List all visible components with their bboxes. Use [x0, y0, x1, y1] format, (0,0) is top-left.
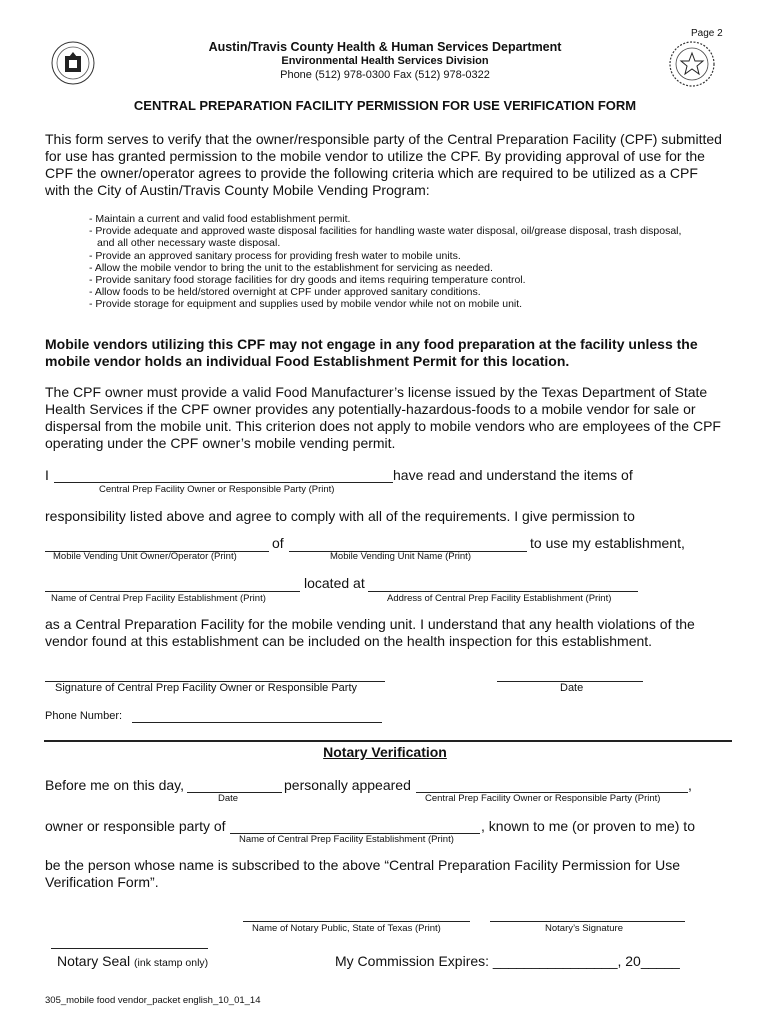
cpf-name-caption: Name of Central Prep Facility Establishment (Print)	[51, 593, 266, 604]
notary-appeared: personally appeared	[284, 777, 411, 793]
criteria-list	[89, 213, 699, 311]
cpf-name-field[interactable]	[45, 591, 300, 592]
section-divider	[44, 740, 732, 742]
line1-suffix: have read and understand the items of	[393, 467, 633, 483]
responsibility-text: responsibility listed above and agree to comply with all of the requirements. I give permission to	[45, 508, 635, 524]
signature-date-caption: Date	[560, 682, 584, 694]
notary-comma: ,	[688, 777, 692, 793]
notary-subscribed: be the person whose name is subscribed to the above “Central Preparation Facility Permission for Use Verification Form”.	[45, 857, 680, 890]
notary-signature-field[interactable]	[490, 921, 685, 922]
division-name: Environmental Health Services Division	[281, 55, 489, 67]
owner-name-caption: Central Prep Facility Owner or Responsible Party (Print)	[99, 484, 335, 495]
line3-of: of	[272, 535, 284, 551]
signature-caption: Signature of Central Prep Facility Owner or Responsible Party	[55, 682, 358, 694]
notary-known-text: known to me (or proven to me) to	[488, 818, 695, 834]
owner-name-field[interactable]	[54, 482, 393, 483]
phone-label: Phone Number:	[45, 710, 123, 722]
contact-phone: Phone (512) 978-0300 Fax (512) 978-0322	[280, 69, 490, 81]
notary-establishment-caption: Name of Central Prep Facility Establishment (Print)	[239, 834, 454, 845]
list-item: - Provide sanitary food storage facilities for dry goods and items requiring temperature control.	[89, 274, 526, 287]
notary-before: Before me on this day,	[45, 777, 185, 793]
notary-owner-caption: Central Prep Facility Owner or Responsible Party (Print)	[425, 793, 661, 804]
list-item: - Provide an approved sanitary process for providing fresh water to mobile units.	[89, 249, 461, 262]
intro-paragraph: This form serves to verify that the owner/responsible party of the Central Preparation Facility (CPF) submitted for use has granted permission to the mobile vendor to utilize the CPF. By providing approval of use for the CPF the owner/operator agrees to provide the following criteria which are required to be utilized as a CPF with the City of Austin/Travis County Mobile Vending Program:	[45, 131, 722, 198]
preparation-warning: Mobile vendors utilizing this CPF may not engage in any food preparation at the facility unless the mobile vendor holds an individual Food Establishment Permit for this location.	[45, 336, 698, 369]
list-item: - Allow the mobile vendor to bring the unit to the establishment for servicing as needed.	[89, 261, 493, 274]
line4-located: located at	[304, 575, 365, 591]
footer-code: 305_mobile food vendor_packet english_10_01_14	[45, 995, 261, 1006]
form-title: CENTRAL PREPARATION FACILITY PERMISSION FOR USE VERIFICATION FORM	[133, 98, 637, 113]
notary-seal-line[interactable]	[51, 948, 208, 949]
cpf-address-caption: Address of Central Prep Facility Establishment (Print)	[387, 593, 612, 604]
cpf-paragraph: as a Central Preparation Facility for the mobile vending unit. I understand that any health violations of the vendor found at this establishment can be included on the health inspection for this establishment.	[45, 616, 695, 649]
commission-expires: My Commission Expires: ________________, 20_____	[335, 953, 680, 969]
vendor-operator-caption: Mobile Vending Unit Owner/Operator (Print)	[53, 551, 237, 562]
notary-public-name-field[interactable]	[243, 921, 470, 922]
list-item: - Provide adequate and approved waste disposal facilities for handling waste water disposal, oil/grease disposal, trash disposal, and all other necessary waste disposal.	[89, 225, 682, 250]
list-item: - Allow foods to be held/stored overnight at CPF under approved sanitary conditions.	[89, 286, 481, 299]
notary-owner-of: owner or responsible party of	[45, 818, 226, 834]
notary-seal-label	[57, 953, 208, 969]
list-item: - Maintain a current and valid food establishment permit.	[89, 213, 351, 225]
line1-prefix: I	[45, 467, 49, 483]
notary-known: , known to me (or proven to me) to	[481, 818, 695, 834]
vending-unit-caption: Mobile Vending Unit Name (Print)	[330, 551, 471, 562]
page-number: Page 2	[691, 28, 723, 39]
notary-signature-caption: Notary’s Signature	[545, 923, 623, 934]
cpf-address-field[interactable]	[368, 591, 638, 592]
list-item: - Provide storage for equipment and supplies used by mobile vendor while not on mobile unit.	[89, 298, 523, 311]
notary-public-caption: Name of Notary Public, State of Texas (Print)	[252, 923, 441, 934]
notary-seal-text: Notary Seal	[57, 953, 131, 969]
notary-heading: Notary Verification	[323, 744, 447, 760]
notary-date-caption: Date	[218, 793, 239, 804]
phone-number-field[interactable]	[132, 722, 382, 723]
license-paragraph: The CPF owner must provide a valid Food Manufacturer’s license issued by the Texas Department of State Health Services if the CPF owner provides any potentially-hazardous-foods to a mobile vendor for sale or dispersal from the mobile unit. This criterion does not apply to mobile vendors who are employees of the CPF operating under the CPF owner’s mobile vending permit.	[45, 384, 721, 451]
notary-seal-note: (ink stamp only)	[134, 957, 209, 969]
department-name: Austin/Travis County Health & Human Services Department	[208, 40, 562, 54]
line3-suffix: to use my establishment,	[530, 535, 685, 551]
